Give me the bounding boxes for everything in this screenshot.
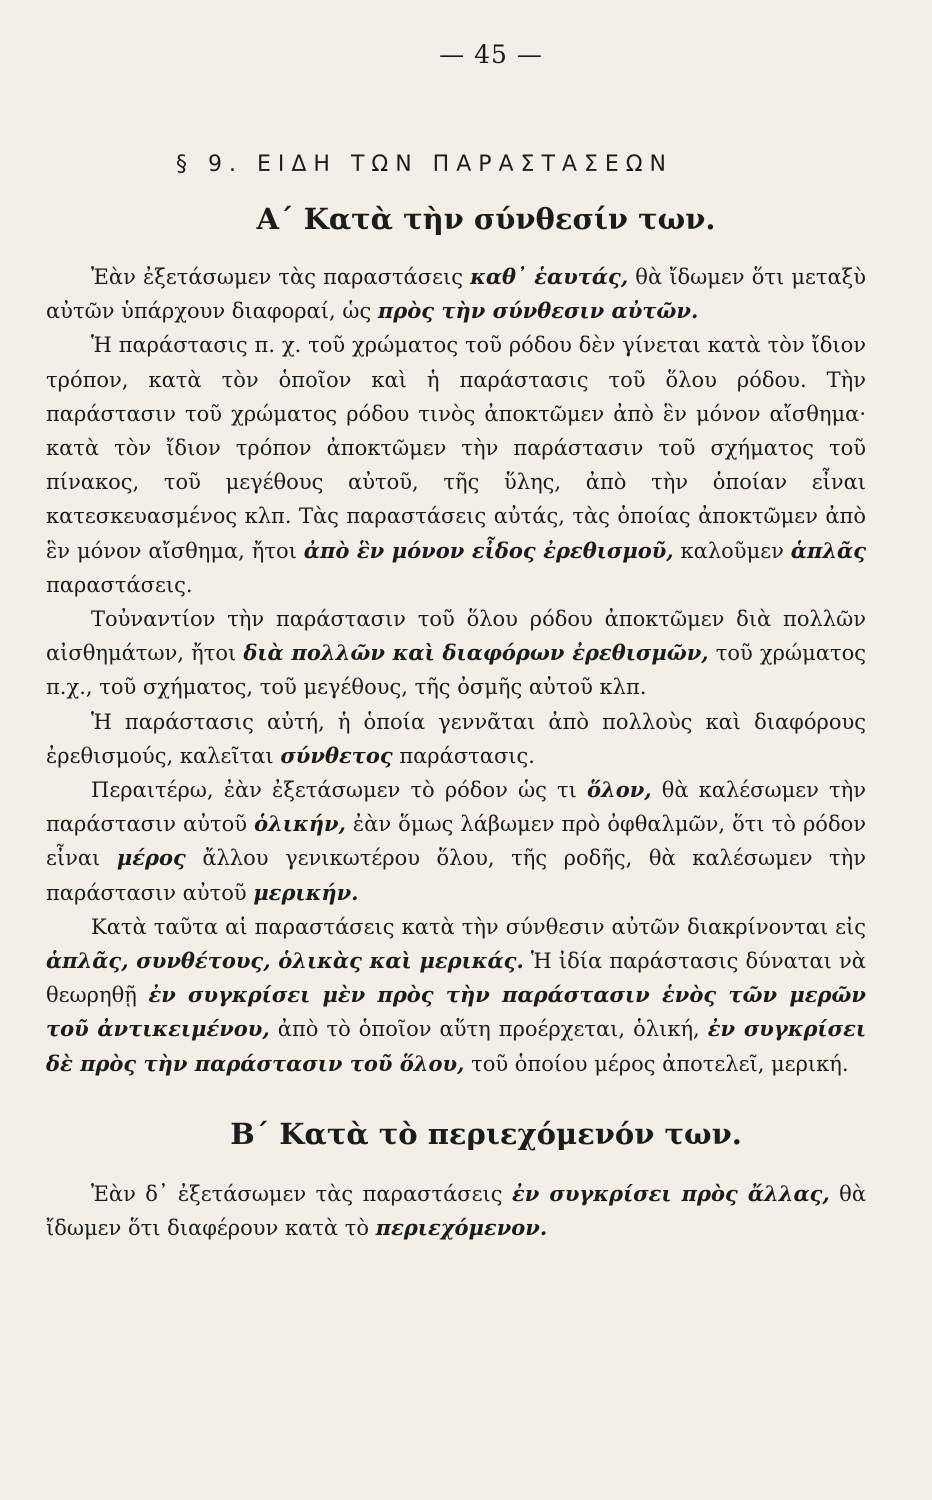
emphasis: περιεχόμενον. <box>375 1215 548 1241</box>
emphasis: ἐν συγκρίσει μὲν πρὸς τὴν παράστασιν ἑνὸς τῶν μερῶν τοῦ ἀντικειμένου, <box>46 982 867 1042</box>
text: Περαιτέρω, ἐὰν ἐξετάσωμεν τὸ ρόδον ὡς τι <box>91 778 587 803</box>
emphasis: ὅλον, <box>586 777 652 803</box>
paragraph-2 <box>46 328 866 602</box>
emphasis: ἁπλᾶς, συνθέτους, ὁλικὰς καὶ μερικάς. <box>46 948 524 974</box>
text: ἄλλου γενικωτέρου ὅλου, τῆς ροδῆς, θὰ καλέσωμεν τὴν παράστασιν αὐτοῦ <box>46 846 866 905</box>
text: ἀπὸ τὸ ὁποῖον αὕτη προέρχεται, ὁλική, <box>269 1017 708 1042</box>
paragraph-4 <box>46 705 866 773</box>
text: τοῦ χρώματος π.χ., τοῦ σχήματος, τοῦ μεγέθους, τῆς ὀσμῆς αὐτοῦ κλπ. <box>46 641 866 700</box>
paragraph-3 <box>46 602 866 705</box>
book-page <box>46 40 866 1245</box>
emphasis: σύνθετος <box>280 742 393 768</box>
emphasis: ἐν συγκρίσει δὲ πρὸς τὴν παράστασιν τοῦ ὅλου, <box>46 1016 867 1076</box>
text: παράστασις. <box>392 743 535 768</box>
text: Κατὰ ταῦτα αἱ παραστάσεις κατὰ τὴν σύνθεσιν αὐτῶν διακρίνονται εἰς <box>91 914 866 939</box>
text: Ἡ ἰδία παράστασις δύναται νὰ θεωρηθῇ <box>46 949 866 1008</box>
emphasis: μερικήν. <box>253 879 359 905</box>
paragraph-6 <box>46 910 866 1081</box>
text: θὰ καλέσωμεν τὴν παράστασιν αὐτοῦ <box>46 778 866 837</box>
subheading-b: Β΄ Κατὰ τὸ περιεχόμενόν των. <box>230 1116 742 1151</box>
text: ἐὰν ὅμως λάβωμεν πρὸ ὀφθαλμῶν, ὅτι τὸ ρόδον εἶναι <box>46 812 866 871</box>
subheading-a: Α΄ Κατὰ τὴν σύνθεσίν των. <box>256 202 716 236</box>
emphasis: ὁλικήν, <box>254 811 346 837</box>
emphasis: ἀπὸ ἓν μόνον εἶδος ἐρεθισμοῦ, <box>303 537 674 563</box>
paragraph-7 <box>46 1177 866 1245</box>
paragraph-5 <box>46 773 866 910</box>
emphasis: πρὸς τὴν σύνθεσιν αὐτῶν. <box>377 298 699 324</box>
paragraph-1 <box>46 260 866 328</box>
text: θὰ ἴδωμεν ὅτι διαφέρουν κατὰ τὸ <box>46 1181 867 1241</box>
emphasis: μέρος <box>116 845 186 871</box>
text: Ἐὰν δ᾽ ἐξετάσωμεν τὰς παραστάσεις <box>91 1181 512 1206</box>
emphasis: ἁπλᾶς <box>790 537 866 563</box>
text: θὰ ἴδωμεν ὅτι μεταξὺ αὐτῶν ὑπάρχουν διαφοραί, ὡς <box>46 265 866 324</box>
emphasis: ἐν συγκρίσει πρὸς ἄλλας, <box>511 1180 830 1206</box>
text: Τοὐναντίον τὴν παράστασιν τοῦ ὅλου ρόδου ἀποκτῶμεν διὰ πολλῶν αἰσθημάτων, ἤτοι <box>46 607 866 666</box>
text: τοῦ ὁποίου μέρος ἀποτελεῖ, μερική. <box>464 1051 849 1076</box>
text: Ἐὰν ἐξετάσωμεν τὰς παραστάσεις <box>91 265 471 289</box>
emphasis: διὰ πολλῶν καὶ διαφόρων ἐρεθισμῶν, <box>243 640 709 666</box>
text: Ἡ παράστασις π. χ. τοῦ χρώματος τοῦ ρόδου δὲν γίνεται κατὰ τὸν ἴδιον τρόπον, κατὰ τὸν ὁποῖον καὶ ἡ παράστασις τοῦ ὅλου ρόδου. Τὴν παράστασιν τοῦ χρώματος ρόδου τινὸς ἀποκτῶμεν ἀπὸ ἓν μόνον αἴσθημα· κατὰ τὸν ἴδιον τρόπον ἀποκτῶμεν τὴν παράστασιν τοῦ σχήματος τοῦ πίνακος, τοῦ μεγέθους αὐτοῦ, τῆς ὕλης, ἀπὸ τὴν ὁποίαν εἶναι κατεσκευασμένος κλπ. Τὰς παραστάσεις αὐτάς, τὰς ὁποίας ἀποκτῶμεν ἀπὸ ἓν μόνον αἴσθημα, ἤτοι <box>46 333 866 563</box>
text: παραστάσεις. <box>46 572 193 597</box>
text: καλοῦμεν <box>673 538 791 563</box>
text: Ἡ παράστασις αὐτή, ἡ ὁποία γεννᾶται ἀπὸ πολλοὺς καὶ διαφόρους ἐρεθισμούς, καλεῖται <box>46 709 866 768</box>
section-heading: § 9. ΕΙΔΗ ΤΩΝ ΠΑΡΑΣΤΑΣΕΩΝ <box>176 152 674 177</box>
page-number: — 45 — <box>439 40 543 69</box>
emphasis: καθ᾽ ἑαυτάς, <box>470 264 629 289</box>
